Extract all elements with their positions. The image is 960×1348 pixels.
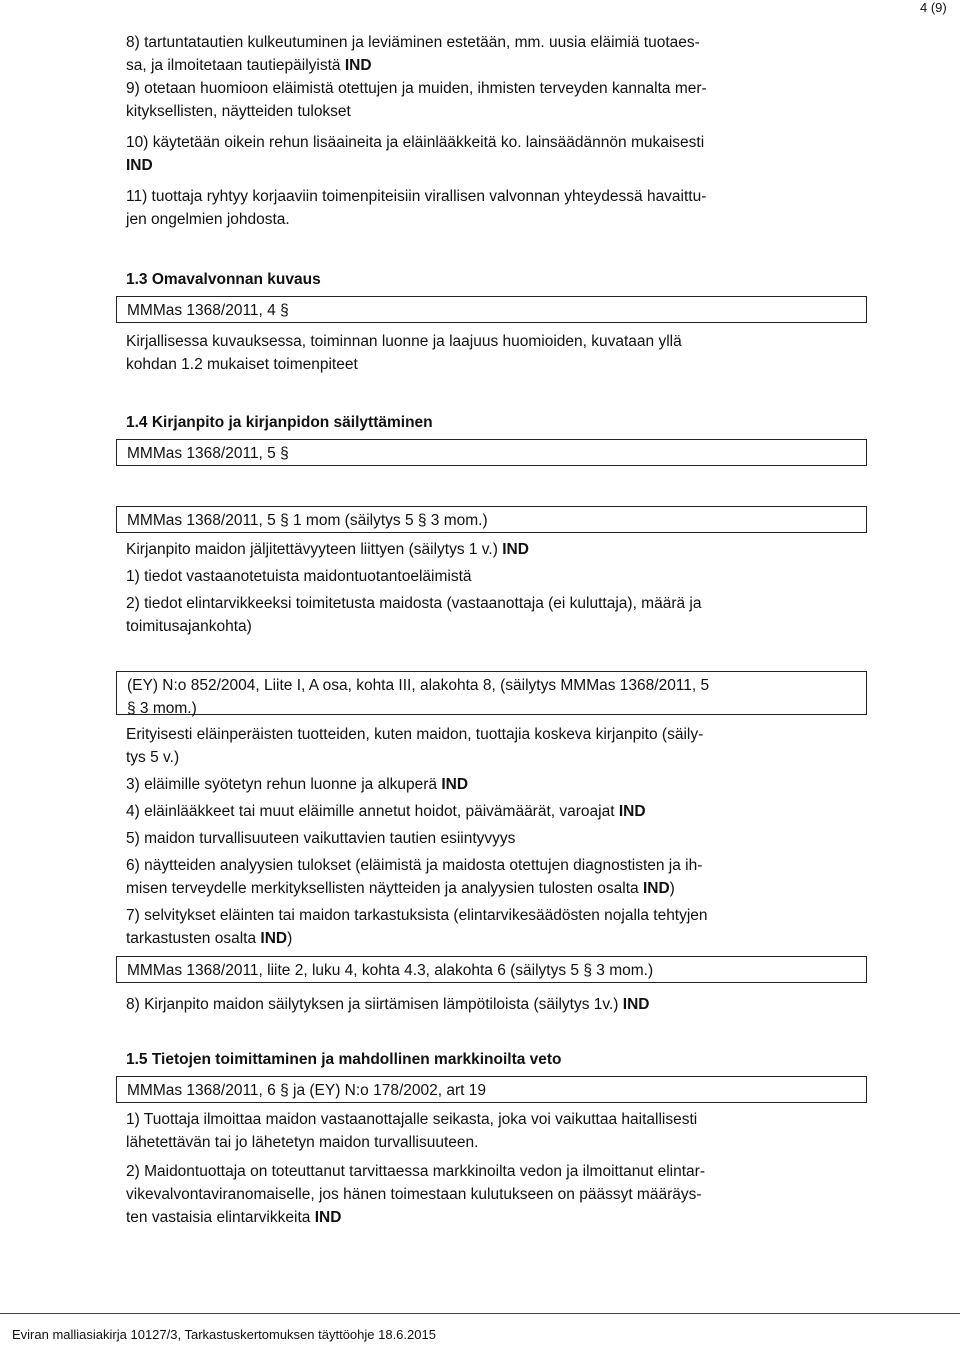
line: tarkastusten osalta [126,930,257,947]
reference-box: MMMas 1368/2011, 5 § [116,439,867,466]
section-text [126,993,861,1016]
section-heading-1-3: 1.3 Omavalvonnan kuvaus [126,271,321,288]
ind-tag: IND [441,776,469,793]
line: 6) näytteiden analyysien tulokset (eläimistä ja maidosta otettujen diagnostisten ja ih- [126,857,703,874]
footer-divider [0,1313,960,1314]
line: 9) otetaan huomioon eläimistä otettujen ja muiden, ihmisten terveyden kannalta mer- [126,80,707,97]
line: 5) maidon turvallisuuteen vaikuttavien tautien esiintyvyys [126,830,516,847]
section-text [126,1108,861,1229]
line: Erityisesti eläinperäisten tuotteiden, kuten maidon, tuottajia koskeva kirjanpito (säily- [126,726,704,743]
line: kityksellisten, näytteiden tulokset [126,103,351,120]
ind-tag: IND [622,996,650,1013]
line: 11) tuottaja ryhtyy korjaaviin toimenpiteisiin virallisen valvonnan yhteydessä havaittu- [126,188,707,205]
ind-tag: IND [314,1209,342,1226]
reference-box: MMMas 1368/2011, 4 § [116,296,867,323]
line: Kirjanpito maidon jäljitettävyyteen liittyen (säilytys 1 v.) [126,541,498,558]
ind-tag: IND [502,541,529,558]
line: jen ongelmien johdosta. [126,211,290,228]
ind-tag: IND [344,57,372,74]
paren: ) [669,880,675,897]
paren: ) [287,930,293,947]
line: kohdan 1.2 mukaiset toimenpiteet [126,356,358,373]
section-text [126,538,861,638]
block-intro [126,31,861,231]
section-text [126,330,861,376]
line: toimitusajankohta) [126,618,252,635]
line: 1) tiedot vastaanotetuista maidontuotantoeläimistä [126,568,472,585]
section-heading-1-4: 1.4 Kirjanpito ja kirjanpidon säilyttäminen [126,414,433,431]
line: sa, ja ilmoitetaan tautiepäilyistä [126,57,341,74]
line: 8) tartuntatautien kulkeutuminen ja leviäminen estetään, mm. uusia eläimiä tuotaes- [126,34,700,51]
ind-tag: IND [618,803,646,820]
line: § 3 mom.) [127,700,197,717]
line: 10) käytetään oikein rehun lisäaineita ja eläinlääkkeitä ko. lainsäädännön mukaisesti [126,134,705,151]
ind-tag: IND [642,880,670,897]
footer-text: Eviran malliasiakirja 10127/3, Tarkastuskertomuksen täyttöohje 18.6.2015 [12,1327,436,1342]
line: 8) Kirjanpito maidon säilytyksen ja siirtämisen lämpötiloista (säilytys 1v.) [126,996,619,1013]
line: 4) eläinlääkkeet tai muut eläimille annetut hoidot, päivämäärät, varoajat [126,803,615,820]
line: 3) eläimille syötetyn rehun luonne ja alkuperä [126,776,438,793]
reference-box: MMMas 1368/2011, liite 2, luku 4, kohta 4.3, alakohta 6 (säilytys 5 § 3 mom.) [116,956,867,983]
section-text [126,723,861,950]
reference-box: MMMas 1368/2011, 6 § ja (EY) N:o 178/2002, art 19 [116,1076,867,1103]
page-number: 4 (9) [920,0,947,15]
line: 2) Maidontuottaja on toteuttanut tarvittaessa markkinoilta vedon ja ilmoittanut elintar- [126,1163,705,1180]
line: Kirjallisessa kuvauksessa, toiminnan luonne ja laajuus huomioiden, kuvataan yllä [126,333,682,350]
line: lähetettävän tai jo lähetetyn maidon turvallisuuteen. [126,1134,479,1151]
line: 2) tiedot elintarvikkeeksi toimitetusta maidosta (vastaanottaja (ei kuluttaja), määrä ja [126,595,702,612]
line: 1) Tuottaja ilmoittaa maidon vastaanottajalle seikasta, joka voi vaikuttaa haitallisesti [126,1111,698,1128]
line: (EY) N:o 852/2004, Liite I, A osa, kohta III, alakohta 8, (säilytys MMMas 1368/2011, 5 [127,677,710,694]
line: vikevalvontaviranomaiselle, jos hänen toimestaan kulutukseen on päässyt määräys- [126,1186,702,1203]
ind-tag: IND [260,930,288,947]
ind-tag: IND [126,157,153,174]
line: misen terveydelle merkityksellisten näytteiden ja analyysien tulosten osalta [126,880,639,897]
reference-box: MMMas 1368/2011, 5 § 1 mom (säilytys 5 § 3 mom.) [116,506,867,533]
section-heading-1-5: 1.5 Tietojen toimittaminen ja mahdollinen markkinoilta veto [126,1051,562,1068]
reference-box [116,671,867,715]
line: 7) selvitykset eläinten tai maidon tarkastuksista (elintarvikesäädösten nojalla tehtyjen [126,907,708,924]
line: ten vastaisia elintarvikkeita [126,1209,311,1226]
line: tys 5 v.) [126,749,180,766]
